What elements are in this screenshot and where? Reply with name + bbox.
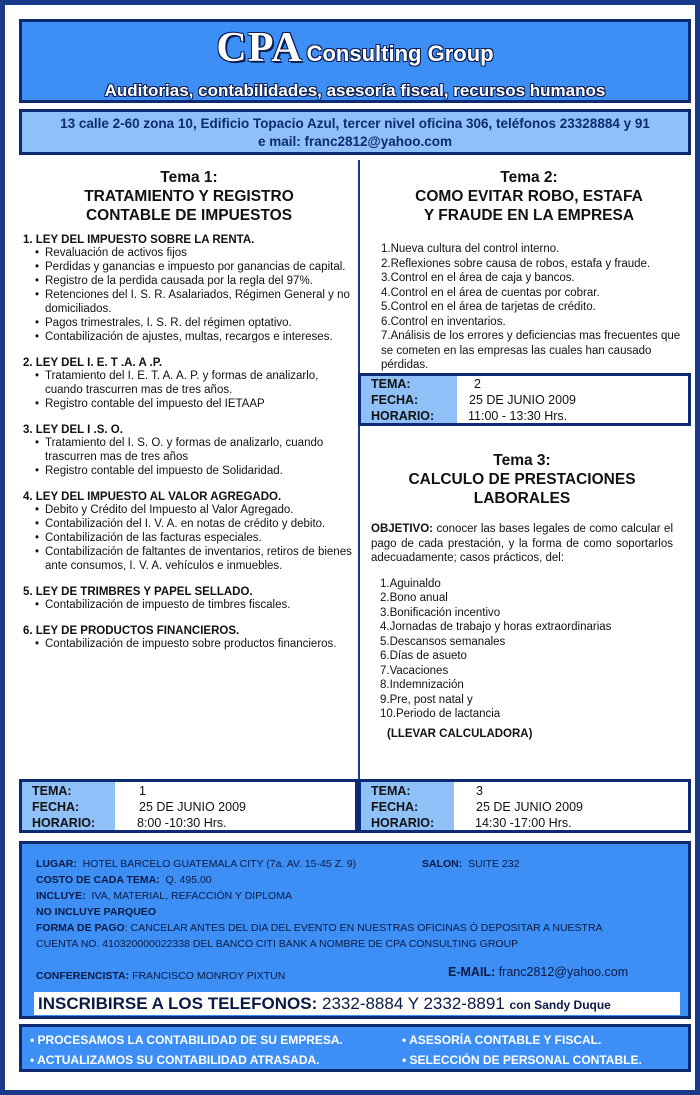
- law-title: 1. LEY DEL IMPUESTO SOBRE LA RENTA.: [23, 234, 255, 246]
- schedule-fecha-label: FECHA:: [371, 800, 419, 814]
- email-value: franc2812@yahoo.com: [498, 965, 629, 979]
- salon-value: SUITE 232: [468, 858, 520, 870]
- service-item: • ASESORÍA CONTABLE Y FISCAL.: [402, 1033, 602, 1047]
- schedule-fecha-label: FECHA:: [371, 393, 419, 407]
- includes-value: IVA, MATERIAL, REFACCIÓN Y DIPLOMA: [91, 890, 292, 902]
- list-item: 3.Bonificación incentivo: [380, 606, 501, 619]
- schedule-tema-value: 3: [476, 784, 483, 798]
- list-item: 5.Control en el área de tarjetas de crédito.: [381, 301, 596, 313]
- list-item: • Debito y Crédito del Impuesto al Valor Agregado.: [35, 503, 355, 517]
- service-item: • ACTUALIZAMOS SU CONTABILIDAD ATRASADA.: [30, 1053, 320, 1067]
- list-item: 2.Bono anual: [380, 592, 448, 604]
- cost-value: Q. 495.00: [165, 874, 212, 886]
- schedule-fecha-label: FECHA:: [32, 800, 80, 814]
- salon-label: SALON:: [422, 858, 463, 870]
- list-item: • Contabilización de las facturas especiales.: [35, 531, 355, 545]
- tema1-laws: [23, 234, 355, 651]
- schedule-tema-value: 1: [139, 784, 146, 798]
- brand-logo: [22, 25, 688, 77]
- law-section: [23, 357, 355, 411]
- law-title: 2. LEY DEL I. E. T .A. A .P.: [23, 357, 163, 369]
- account-line: CUENTA NO. 410320000022338 DEL BANCO CITI BANK A NOMBRE DE CPA CONSULTING GROUP: [36, 938, 519, 950]
- law-items: [23, 246, 355, 344]
- list-item: 7.Análisis de los errores y deficiencias mas frecuentes que se cometen en las empresas las cuales han causado pérdidas.: [381, 330, 681, 371]
- tema3-number: Tema 3:: [493, 452, 551, 469]
- law-section: [23, 586, 355, 612]
- law-items: [23, 598, 355, 612]
- law-section: [23, 234, 355, 344]
- tema2-title-line1: COMO EVITAR ROBO, ESTAFA: [415, 188, 643, 205]
- includes-line: [36, 890, 292, 903]
- list-item: 1.Aguinaldo: [380, 577, 441, 590]
- law-section: [23, 625, 355, 651]
- list-item: 6.Control en inventarios.: [381, 315, 506, 328]
- column-divider: [358, 160, 360, 833]
- header-banner: [19, 19, 691, 103]
- tema2-list: [367, 242, 691, 373]
- event-info-box: [19, 841, 691, 1019]
- objective-text: conocer las bases legales de como calcular el pago de cada prestación, y la forma de como soportarlos adecuadamente; casos prácticos, del:: [371, 523, 673, 564]
- email-line: e mail: franc2812@yahoo.com: [258, 134, 452, 149]
- services-banner: [19, 1024, 691, 1072]
- list-item: 6.Días de asueto: [380, 650, 467, 662]
- email-label: E-MAIL:: [448, 965, 496, 979]
- address-line: 13 calle 2-60 zona 10, Edificio Topacio Azul, tercer nivel oficina 306, teléfonos 23328884 y 91: [60, 116, 650, 131]
- schedule-tema-label: TEMA:: [371, 784, 411, 798]
- salon-line: [422, 858, 519, 871]
- schedule-fecha-value: 25 DE JUNIO 2009: [139, 800, 246, 814]
- service-item: • PROCESAMOS LA CONTABILIDAD DE SU EMPRESA.: [30, 1033, 343, 1047]
- list-item: 2.Reflexiones sobre causa de robos, estafa y fraude.: [381, 257, 651, 270]
- tema1-column: [23, 168, 355, 651]
- speaker-label: CONFERENCISTA:: [36, 970, 130, 982]
- venue-value: HOTEL BARCELO GUATEMALA CITY (7a. AV. 15-45 Z. 9): [82, 858, 357, 870]
- list-item: • Tratamiento del I. S. O. y formas de analizarlo, cuando trascurren mas de tres años: [35, 436, 355, 464]
- tema2-title-line2: Y FRAUDE EN LA EMPRESA: [423, 207, 635, 224]
- registration-banner: [34, 992, 680, 1015]
- list-item: 7.Vacaciones: [380, 664, 449, 677]
- law-title: 6. LEY DE PRODUCTOS FINANCIEROS.: [23, 625, 240, 637]
- schedule-horario-value: 14:30 -17:00 Hrs.: [475, 816, 572, 830]
- law-items: [23, 369, 355, 411]
- registration-contact: con Sandy Duque: [509, 998, 611, 1012]
- tema3-title: [371, 451, 673, 508]
- list-item: • Contabilización de impuesto de timbres fiscales.: [35, 598, 355, 612]
- law-section: [23, 491, 355, 573]
- schedule-fecha-value: 25 DE JUNIO 2009: [476, 800, 583, 814]
- schedule-fecha-value: 25 DE JUNIO 2009: [469, 393, 576, 407]
- schedule-tema-label: TEMA:: [32, 784, 72, 798]
- brand-name: Consulting Group: [306, 41, 494, 66]
- tema1-number: Tema 1:: [160, 169, 218, 186]
- list-item: • Registro contable del impuesto del IETAAP: [35, 397, 355, 411]
- list-item: 4.Control en el área de cuentas por cobrar.: [381, 286, 600, 299]
- payment-text: : CANCELAR ANTES DEL DIA DEL EVENTO EN NUESTRAS OFICINAS Ò DEPOSITAR A NUESTRA: [124, 922, 603, 934]
- tema1-schedule: [19, 779, 358, 833]
- calculator-note: (LLEVAR CALCULADORA): [387, 727, 533, 740]
- list-item: • Contabilización de impuesto sobre productos financieros.: [35, 637, 355, 651]
- registration-label: INSCRIBIRSE A LOS TELEFONOS:: [38, 994, 318, 1013]
- list-item: • Registro contable del impuesto de Solidaridad.: [35, 464, 355, 478]
- venue-label: LUGAR:: [36, 858, 77, 870]
- law-title: 4. LEY DEL IMPUESTO AL VALOR AGREGADO.: [23, 491, 282, 503]
- list-item: • Contabilización del I. V. A. en notas de crédito y debito.: [35, 517, 355, 531]
- brand-cpa: CPA: [216, 25, 303, 71]
- tema1-title-line1: TRATAMIENTO Y REGISTRO: [84, 188, 294, 205]
- no-parking: NO INCLUYE PARQUEO: [36, 906, 156, 918]
- list-item: • Registro de la perdida causada por la regla del 97%.: [35, 274, 355, 288]
- list-item: 4.Jornadas de trabajo y horas extraordinarias: [380, 621, 612, 633]
- list-item: • Revaluación de activos fijos: [35, 246, 355, 260]
- list-item: • Contabilización de faltantes de inventarios, retiros de bienes ante consumos, I. V. A. vehículos e inmuebles.: [35, 545, 355, 573]
- tema3-list: [371, 577, 673, 722]
- tema2-title: [367, 168, 691, 225]
- list-item: • Retenciones del I. S. R. Asalariados, Régimen General y no domiciliados.: [35, 288, 355, 316]
- objective-label: OBJETIVO:: [371, 523, 433, 535]
- payment-line: [36, 922, 603, 935]
- list-item: 3.Control en el área de caja y bancos.: [381, 272, 575, 284]
- tema3-schedule: [358, 779, 691, 833]
- tema2-column: [367, 168, 691, 373]
- tema2-number: Tema 2:: [500, 169, 558, 186]
- cost-line: [36, 874, 212, 887]
- law-items: [23, 436, 355, 478]
- list-item: • Perdidas y ganancias e impuesto por ganancias de capital.: [35, 260, 355, 274]
- law-section: [23, 424, 355, 478]
- speaker-line: [36, 970, 285, 983]
- schedule-horario-value: 11:00 - 13:30 Hrs.: [468, 409, 568, 423]
- topics-grid: [19, 160, 691, 833]
- schedule-tema-label: TEMA:: [371, 377, 411, 391]
- speaker-value: FRANCISCO MONROY PIXTUN: [132, 970, 286, 982]
- list-item: 10.Periodo de lactancia: [380, 708, 501, 720]
- list-item: • Pagos trimestrales, I. S. R. del régimen optativo.: [35, 316, 355, 330]
- list-item: 1.Nueva cultura del control interno.: [381, 243, 560, 255]
- venue-line: [36, 858, 356, 871]
- list-item: • Contabilización de ajustes, multas, recargos e intereses.: [35, 330, 355, 344]
- tema3-column: [371, 451, 673, 740]
- schedule-horario-label: HORARIO:: [371, 816, 435, 830]
- tema3-title-line2: LABORALES: [473, 490, 571, 507]
- tema3-objective: [371, 522, 673, 566]
- list-item: 9.Pre, post natal y: [380, 693, 473, 706]
- tagline: Auditorias, contabilidades, asesoría fiscal, recursos humanos: [104, 81, 606, 100]
- list-item: 5.Descansos semanales: [380, 635, 506, 648]
- address-box: [19, 109, 691, 155]
- tema1-title: [23, 168, 355, 225]
- cost-label: COSTO DE CADA TEMA:: [36, 874, 160, 886]
- law-items: [23, 503, 355, 573]
- schedule-horario-label: HORARIO:: [32, 816, 96, 830]
- law-title: 3. LEY DEL I .S. O.: [23, 424, 123, 436]
- service-item: • SELECCIÓN DE PERSONAL CONTABLE.: [402, 1053, 642, 1067]
- list-item: • Tratamiento del I. E. T. A. A. P. y formas de analizarlo, cuando trascurren mas de tres años.: [35, 369, 355, 397]
- schedule-horario-value: 8:00 -10:30 Hrs.: [137, 816, 227, 830]
- tema1-title-line2: CONTABLE DE IMPUESTOS: [85, 207, 293, 224]
- law-items: [23, 637, 355, 651]
- schedule-tema-value: 2: [474, 377, 481, 391]
- payment-label: FORMA DE PAGO: [36, 922, 125, 934]
- registration-phones: 2332-8884 Y 2332-8891: [322, 994, 505, 1013]
- tema2-schedule: [358, 373, 691, 426]
- law-title: 5. LEY DE TRIMBRES Y PAPEL SELLADO.: [23, 586, 253, 598]
- includes-label: INCLUYE:: [36, 890, 86, 902]
- tema3-title-line1: CALCULO DE PRESTACIONES: [408, 471, 636, 488]
- schedule-horario-label: HORARIO:: [371, 409, 435, 423]
- list-item: 8.Indemnización: [380, 679, 464, 691]
- email-contact: [448, 966, 628, 979]
- no-parking-line: [36, 906, 156, 919]
